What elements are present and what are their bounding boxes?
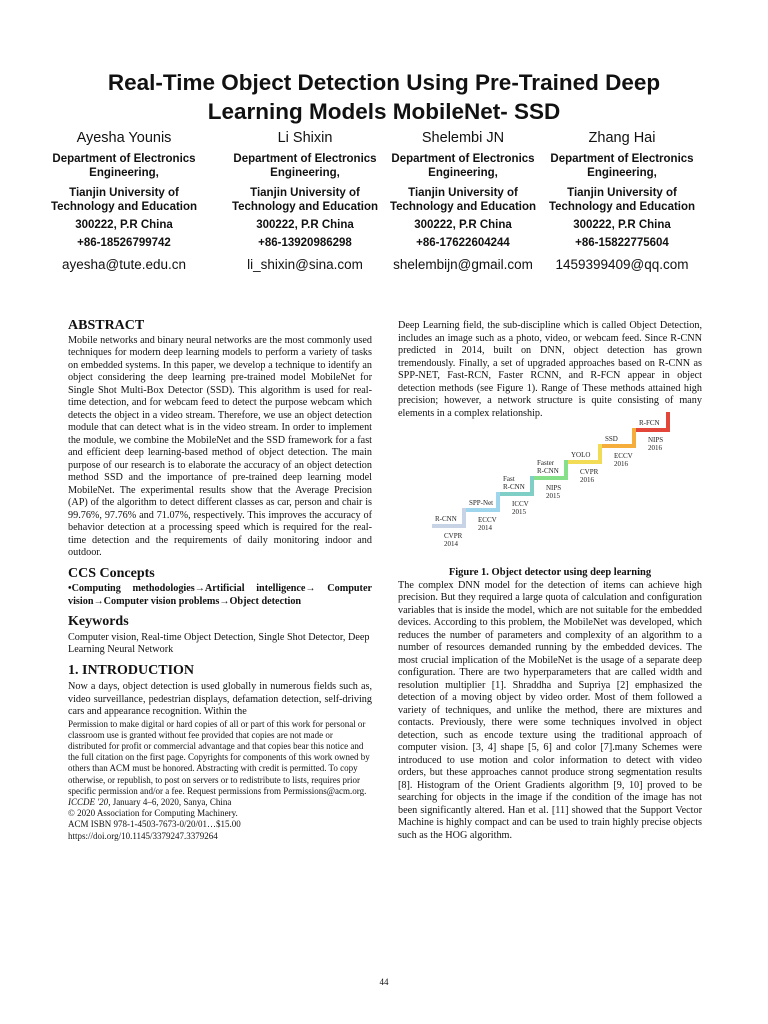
step-venue: CVPR [444,532,463,540]
step-venue: 2015 [512,508,526,516]
step-venue: CVPR [580,468,599,476]
step-venue: 2016 [614,460,628,468]
page-number: 44 [379,977,389,987]
left-column [68,320,372,842]
step-venue: 2014 [444,540,458,548]
author-department: Department of Electronics Engineering, [233,153,377,179]
permission-block [68,719,372,842]
abstract-heading: ABSTRACT [68,318,145,333]
keywords-heading: Keywords [68,614,129,629]
author-1 [44,128,204,274]
step-riser [632,428,636,448]
author-3 [383,128,543,274]
step-venue: 2014 [478,524,492,532]
step-venue: ICCV [512,500,529,508]
step-label: SPP-Net [469,499,494,507]
ccs-heading: CCS Concepts [68,565,155,581]
ccs-text: •Computing methodologies→Artificial intelligence→ Computer vision→Computer vision problems→Object detection [68,583,372,607]
title-line-1: Real-Time Object Detection Using Pre-Trained Deep [107,70,661,95]
right-paragraph-2: The complex DNN model for the detection of items can achieve high precision. But they required a large quota of calculation and configuration variables that is inside the model, which are not suitable for the embedded devices. According to this problem, the MobileNet was developed, which reduces the number of parameters and complexity of an algorithm to a number of resources demanded running by the embedded devices. The most crucial implication of the MobileNet is the usage of a separate deep configuration. There are two hyperparameters that are called width and resolution multiplier [1]. Shraddha and Supriya [2] emphasized the detection of a moving object by video order. Most of them followed a variety of techniques, and unlike the method, there are mixtures and contacts. Previously, there were some techniques involved in object detection, such as encode texture using the traditional approach of computer vision. [3, 4] shape [5, 6] and color [7].many Schemes were introduced to use motion and color information to detect with video orders, but these approaches cannot produce strong segmentation results [8]. Histogram of the Orient Gradients algorithm [9, 10] proved to be searching for objects in the image if the condition of the image has not been significantly altered. Han et al. [11] showed that the Support Vector Machine is highly compact and can be used to train highly precise objects such as the HOG algorithm. [398,579,702,841]
step-venue: ECCV [478,516,497,524]
conference-name: ICCDE '20 [68,796,109,807]
copyright-line: © 2020 Association for Computing Machinery. [68,808,238,819]
author-phone: +86-17622604244 [416,237,510,249]
introduction-heading: 1. INTRODUCTION [68,662,195,678]
right-paragraph-1: Deep Learning field, the sub-discipline which is called Object Detection, includes an image such as a photo, video, or webcam feed. Since R-CNN predicted in 2014, built on DNN, object detection has grown tremendously. Finally, a set of upgraded approaches based on R-CNN as SPP-NET, Fast-RCN, Faster RCNN, and R-FCN appear in object detection methods (see Figure 1). Range of These methods attained high precision; however, a network structure is quite consisting of many elements in a complex relationship. [398,320,702,419]
step-label: YOLO [571,451,591,459]
step-label: R-CNN [537,467,559,475]
step-riser [462,508,466,528]
author-university: Tianjin University of Technology and Education [548,187,696,213]
author-email: 1459399409@qq.com [555,257,689,272]
isbn-line: ACM ISBN 978-1-4503-7673-0/20/01…$15.00 [68,819,241,830]
author-postal: 300222, P.R China [75,219,173,231]
author-phone: +86-18526799742 [77,237,171,249]
step-bar [432,524,466,528]
paper-title [60,68,708,126]
step-label: SSD [605,435,618,443]
author-department: Department of Electronics Engineering, [391,153,535,179]
step-riser [598,444,602,464]
author-department: Department of Electronics Engineering, [52,153,196,179]
right-column [398,320,702,842]
author-phone: +86-13920986298 [258,237,352,249]
step-riser [496,492,500,512]
step-bar [500,492,534,496]
doi-line: https://doi.org/10.1145/3379247.3379264 [68,830,218,841]
author-email: li_shixin@sina.com [247,257,363,272]
author-university: Tianjin University of Technology and Education [50,187,198,213]
author-phone: +86-15822775604 [575,237,669,249]
step-venue: 2016 [648,444,662,452]
keywords-text: Computer vision, Real-time Object Detection, Single Shot Detector, Deep Learning Neural Network [68,631,370,655]
introduction-text: Now a days, object detection is used globally in numerous fields such as, video surveillance, pedestrian displays, defamation detection, self-driving cars and appearance recognition. Within the [68,681,372,717]
author-name: Li Shixin [277,130,333,146]
step-label: Faster [537,459,555,467]
step-label: R-CNN [503,483,525,491]
author-name: Ayesha Younis [76,130,172,146]
author-email: shelembijn@gmail.com [393,257,533,272]
author-university: Tianjin University of Technology and Education [389,187,537,213]
author-name: Zhang Hai [588,130,656,146]
step-bar [466,508,500,512]
author-department: Department of Electronics Engineering, [550,153,694,179]
step-label: R-FCN [639,419,660,427]
step-venue: NIPS [648,436,664,444]
figure-1 [398,419,702,563]
step-bar [568,460,602,464]
step-riser [564,460,568,480]
step-venue: ECCV [614,452,633,460]
step-bar [534,476,568,480]
author-postal: 300222, P.R China [414,219,512,231]
conference-line [68,797,372,808]
step-bar [636,428,670,432]
figure-caption: Figure 1. Object detector using deep learning [448,567,652,578]
author-university: Tianjin University of Technology and Education [231,187,379,213]
step-riser [666,412,670,432]
object-detector-staircase [398,419,702,563]
permission-notice: Permission to make digital or hard copies of all or part of this work for personal or classroom use is granted without fee provided that copies are not made or distributed for profit or commercial advantage and that copies bear this notice and the full citation on the first page. Copyrights for components of this work owned by others than ACM must be honored. Abstracting with credit is permitted. To copy otherwise, or republish, to post on servers or to redistribute to lists, requires prior specific permission and/or a fee. Request permissions from Permissions@acm.org. [68,718,370,796]
step-riser [530,476,534,496]
step-label: R-CNN [435,515,457,523]
author-email: ayesha@tute.edu.cn [61,257,187,272]
author-postal: 300222, P.R China [256,219,354,231]
step-venue: 2015 [546,492,560,500]
step-venue: 2016 [580,476,594,484]
step-venue: NIPS [546,484,562,492]
abstract-text: Mobile networks and binary neural networks are the most commonly used techniques for modern deep learning models to perform a variety of tasks on embedded systems. In this paper, we develop a technique to identify an object considering the deep learning pre-trained model MobileNet for Single Shot Multi-Box Detector (SSD). This algorithm is used for real-time detection, and for webcam feed to detect the purpose webcam which detects the object in a video stream. Therefore, we use an object detection module that can detect what is in the video stream. In order to implement the module, we combine the MobileNet and the SSD framework for a fast and efficient deep learning-based method of object detection. The main purpose of our research is to elaborate the accuracy of an object detection method SSD and the importance of pre-trained deep learning model MobileNet. The experimental results show that the Average Precision (AP) of the algorithm to detect different classes as car, person and chair is 99.76%, 97.76% and 71.07%, respectively. This improves the accuracy of behavior detection at a processing speed which is required for the real-time detection and the requirements of daily monitoring indoor and outdoor. [68,334,372,558]
step-bar [602,444,636,448]
author-2 [225,128,385,274]
step-label: Fast [503,475,515,483]
author-postal: 300222, P.R China [573,219,671,231]
author-name: Shelembi JN [421,130,505,146]
title-line-2: Learning Models MobileNet- SSD [207,99,561,124]
conference-details: , January 4–6, 2020, Sanya, China [108,796,232,807]
author-4 [542,128,702,274]
